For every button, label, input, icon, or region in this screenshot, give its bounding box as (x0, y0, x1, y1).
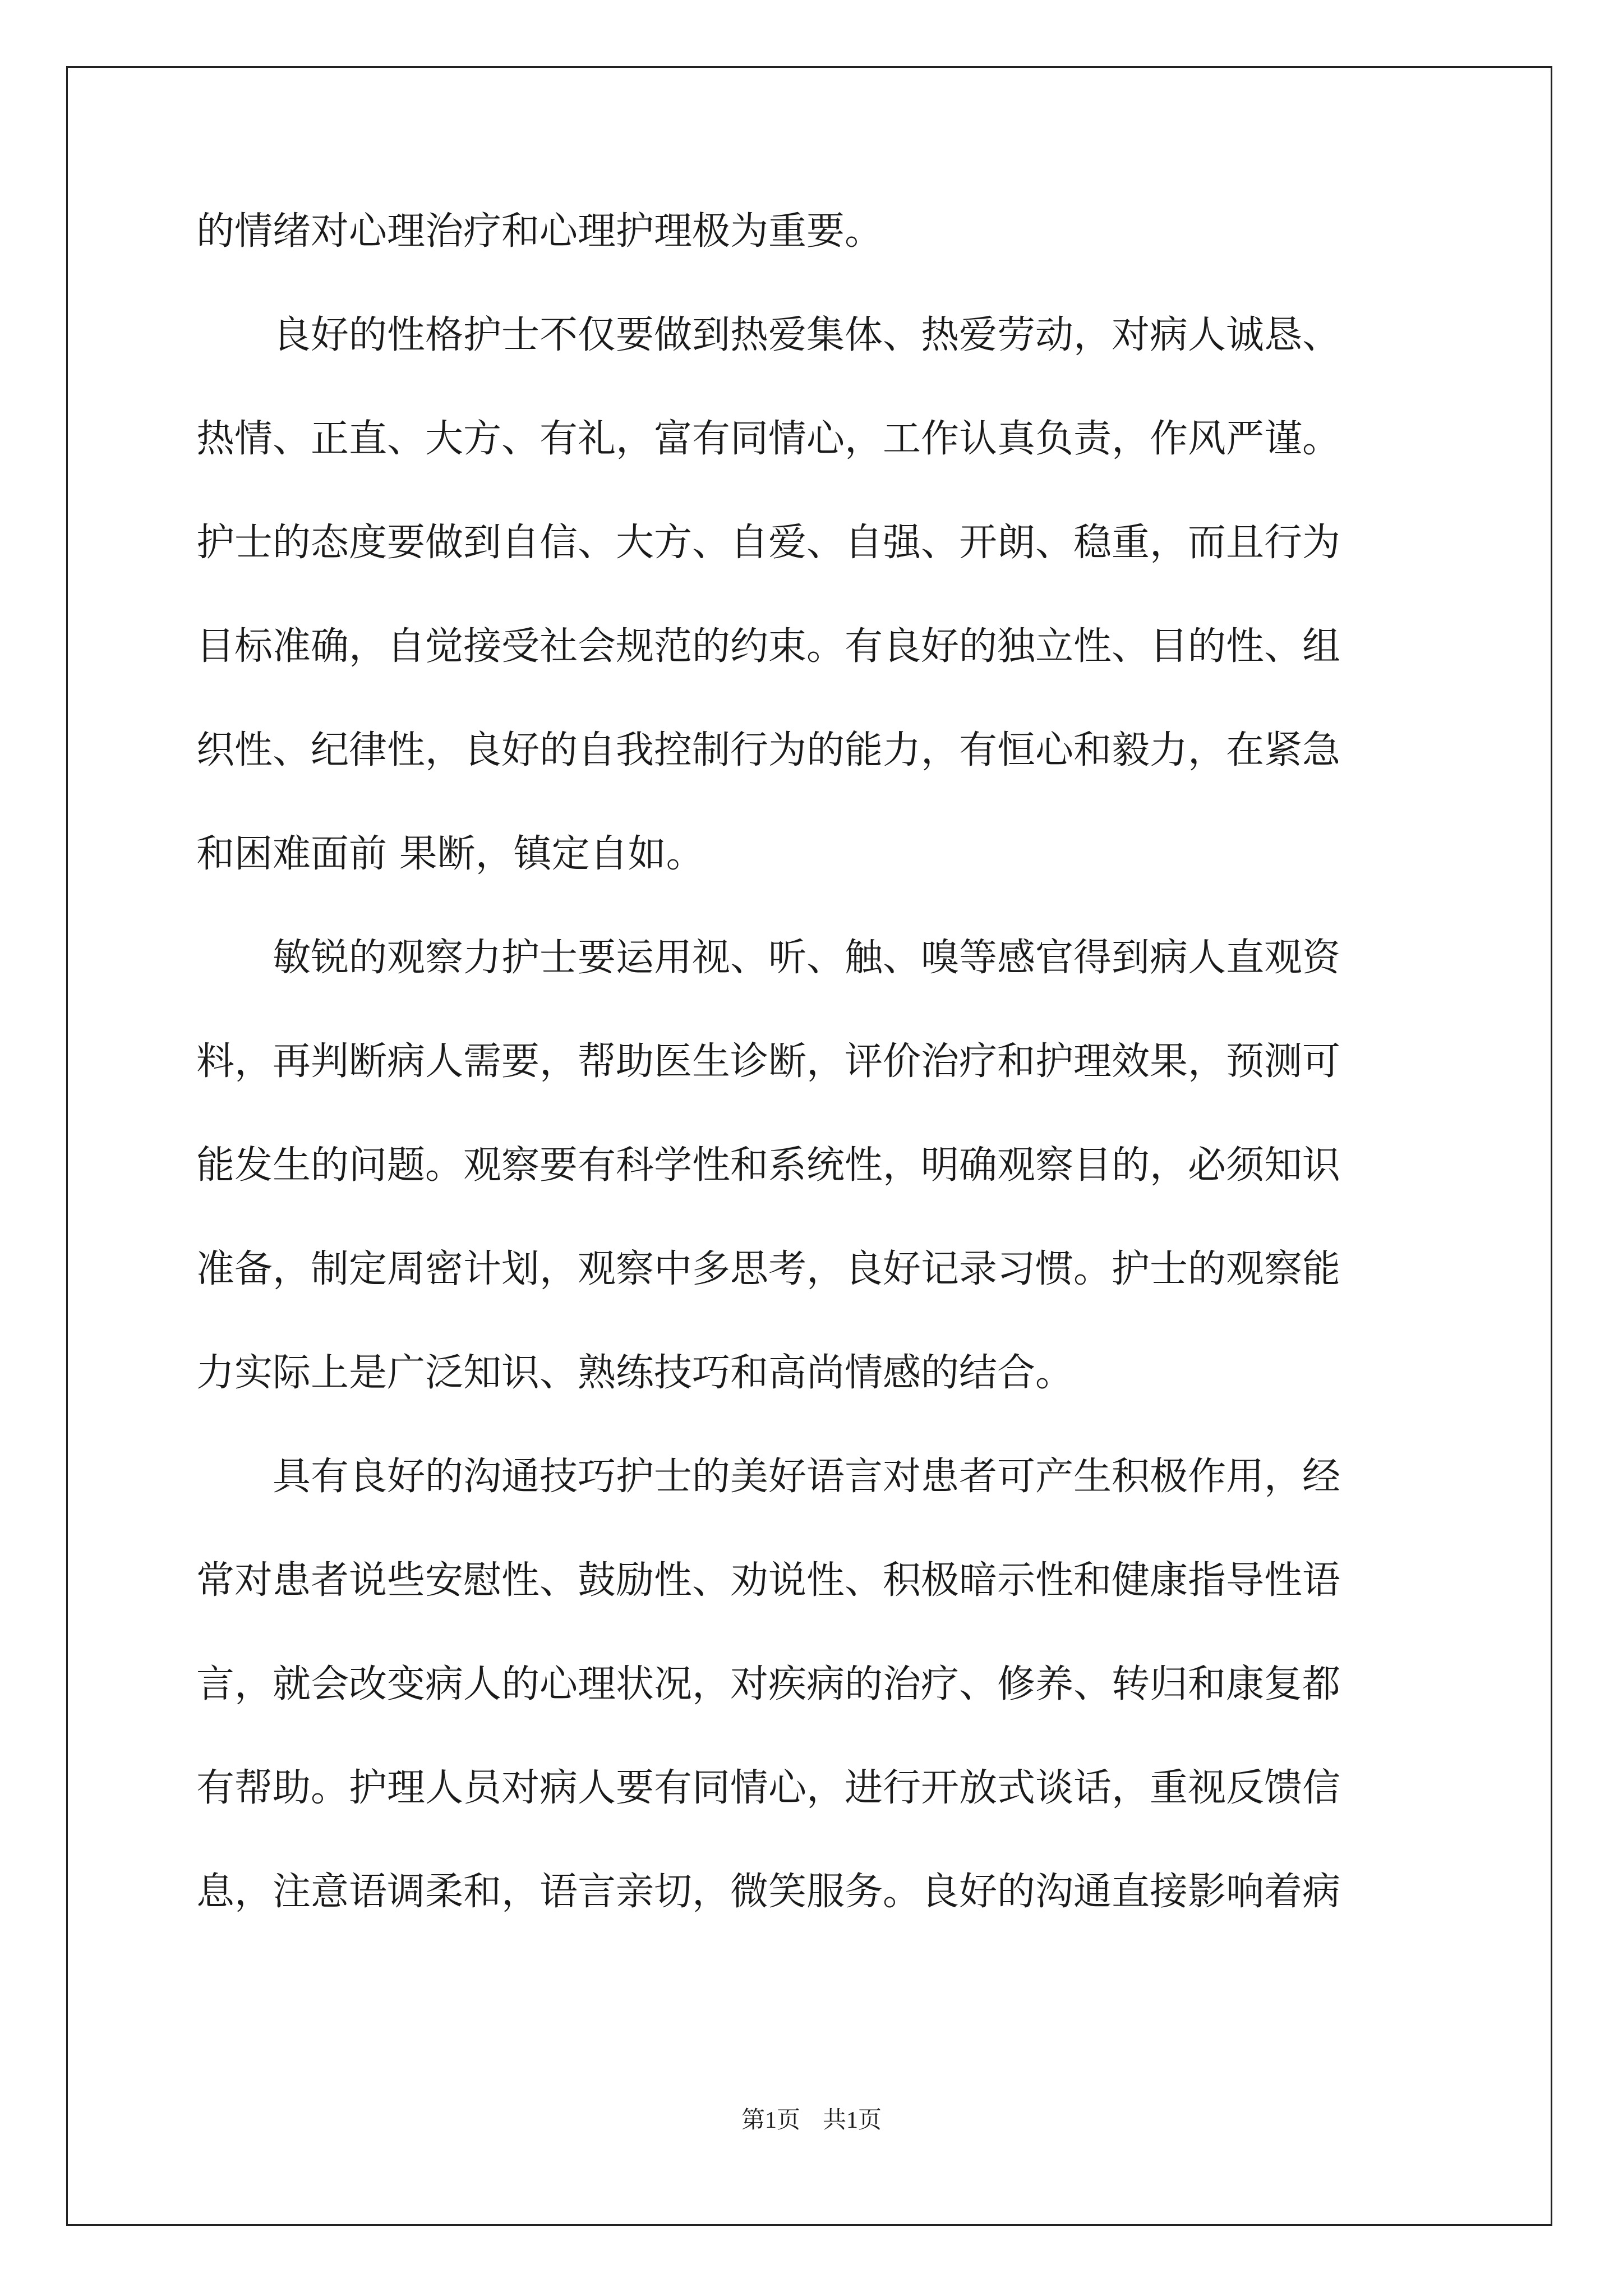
text-line: 具有良好的沟通技巧护士的美好语言对患者可产生积极作用，经 (196, 1455, 1341, 1499)
text-line: 和困难面前 果断，镇定自如。 (196, 832, 704, 876)
text-line: 敏锐的观察力护士要运用视、听、触、嗅等感官得到病人直观资 (196, 936, 1341, 980)
text-line: 有帮助。护理人员对病人要有同情心，进行开放式谈话，重视反馈信 (196, 1766, 1341, 1810)
text-line: 准备，制定周密计划，观察中多思考，良好记录习惯。护士的观察能 (196, 1247, 1341, 1291)
text-line: 护士的态度要做到自信、大方、自爱、自强、开朗、稳重，而且行为 (196, 521, 1341, 565)
page-footer (0, 2104, 1623, 2137)
text-line: 热情、正直、大方、有礼，富有同情心，工作认真负责，作风严谨。 (196, 417, 1341, 461)
text-line: 的情绪对心理治疗和心理护理极为重要。 (196, 209, 883, 254)
page-number: 第1页 (741, 2108, 800, 2133)
text-line: 目标准确，自觉接受社会规范的约束。有良好的独立性、目的性、组 (196, 624, 1341, 669)
text-line: 常对患者说些安慰性、鼓励性、劝说性、积极暗示性和健康指导性语 (196, 1558, 1341, 1603)
document-body (196, 180, 1430, 1944)
page-total: 共1页 (823, 2108, 882, 2133)
text-line: 织性、纪律性，良好的自我控制行为的能力，有恒心和毅力，在紧急 (196, 728, 1341, 772)
text-line: 能发生的问题。观察要有科学性和系统性，明确观察目的，必须知识 (196, 1143, 1341, 1188)
text-line: 息，注意语调柔和，语言亲切，微笑服务。良好的沟通直接影响着病 (196, 1870, 1341, 1914)
text-line: 言，就会改变病人的心理状况，对疾病的治疗、修养、转归和康复都 (196, 1662, 1341, 1706)
text-line: 良好的性格护士不仅要做到热爱集体、热爱劳动，对病人诚恳、 (196, 313, 1341, 357)
text-line: 力实际上是广泛知识、熟练技巧和高尚情感的结合。 (196, 1351, 1074, 1395)
text-line: 料，再判断病人需要，帮助医生诊断，评价治疗和护理效果，预测可 (196, 1039, 1341, 1084)
